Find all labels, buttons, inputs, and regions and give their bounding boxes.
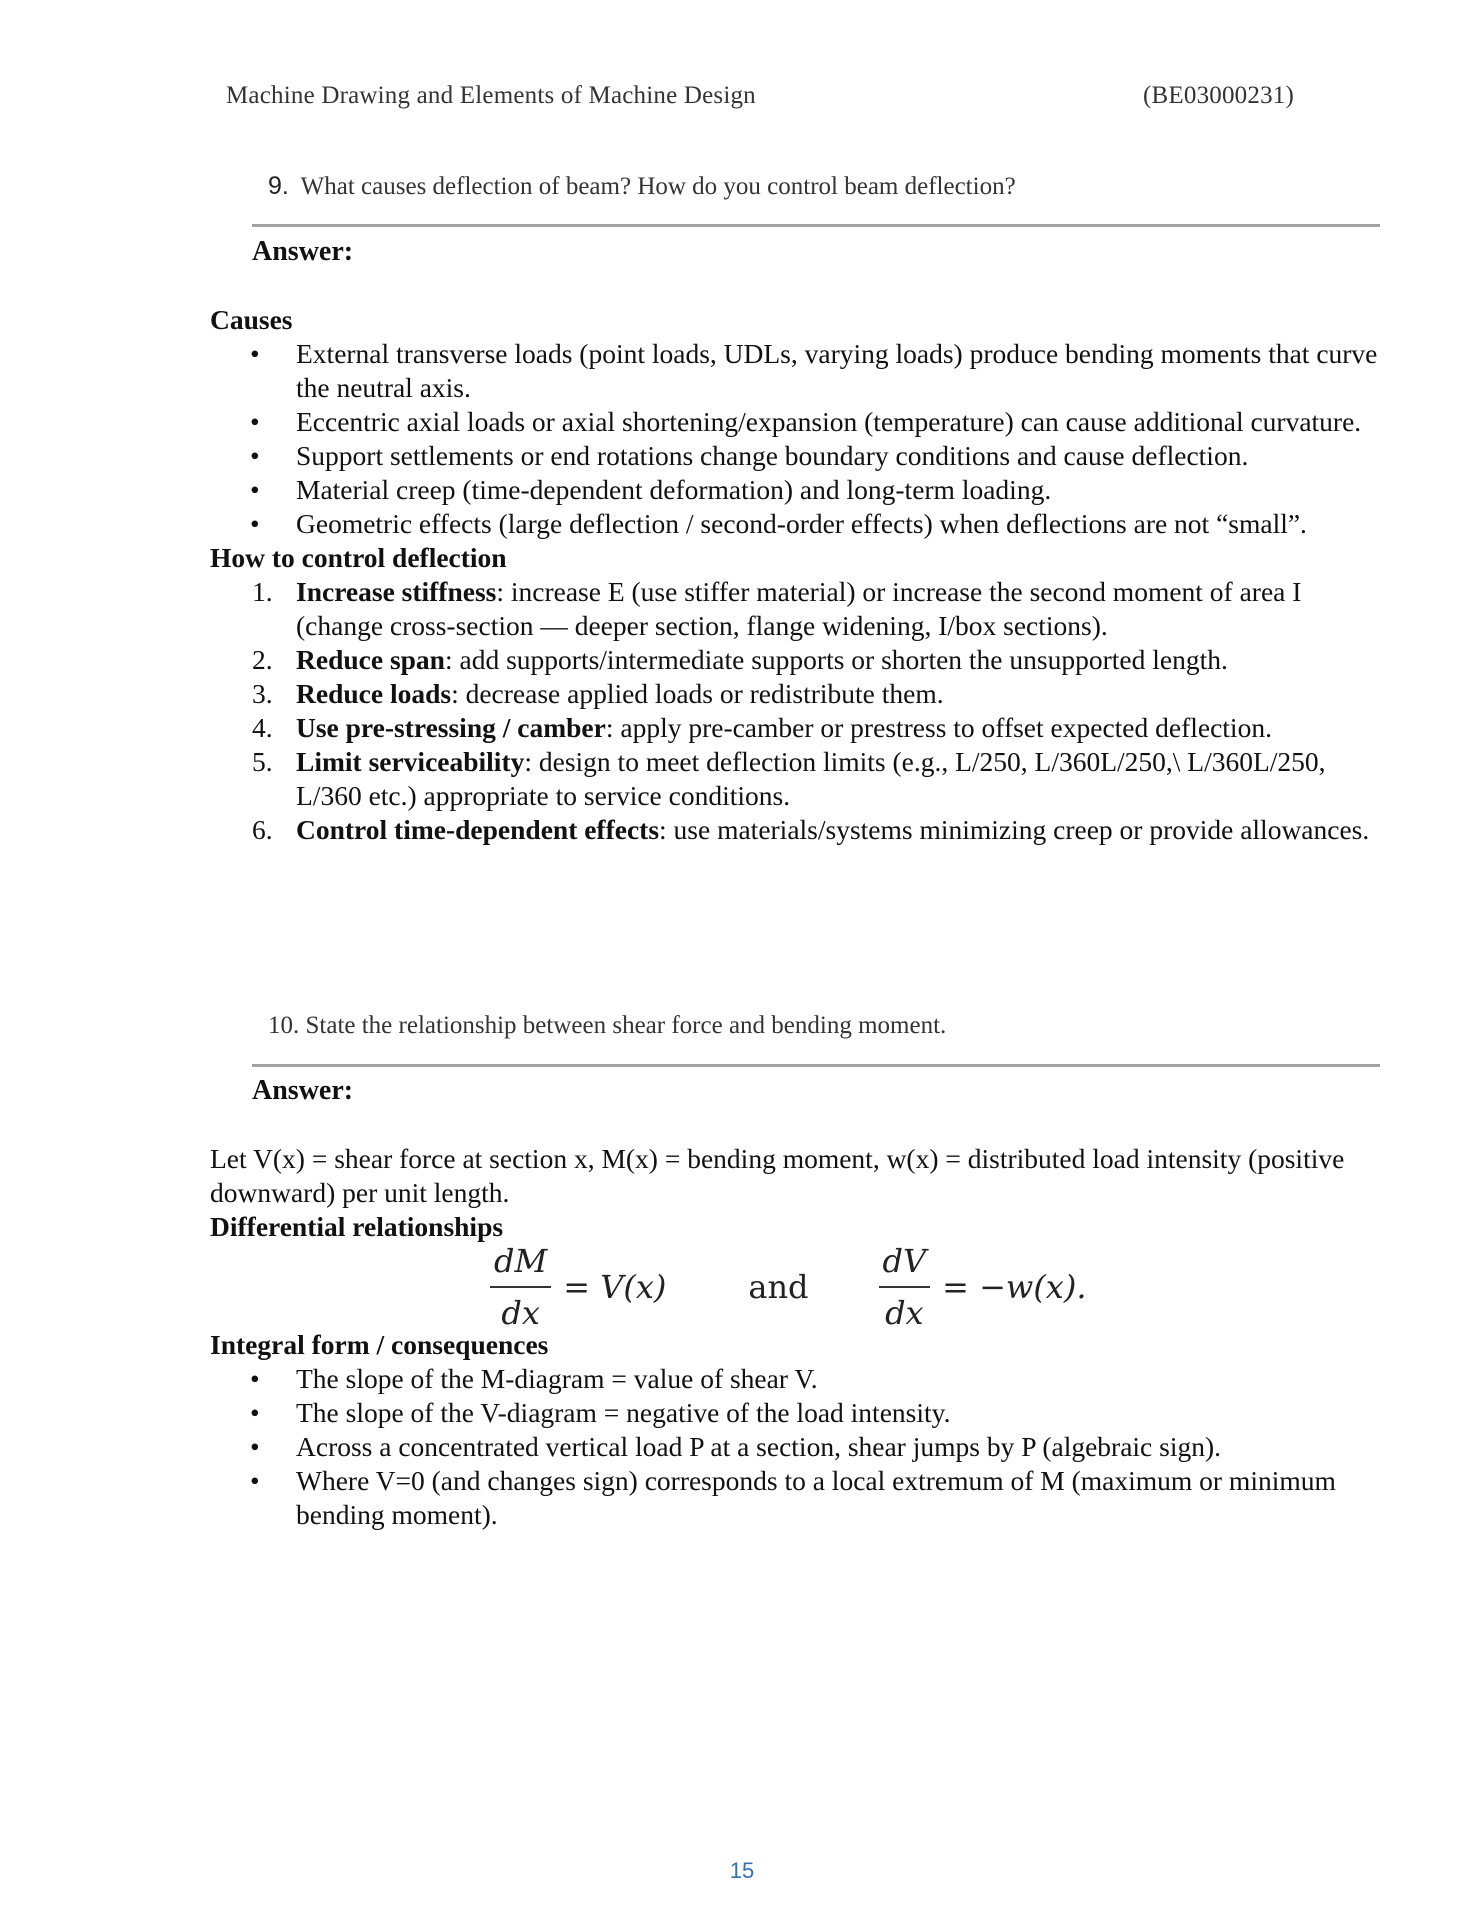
list-item: • The slope of the V-diagram = negative of the load intensity.	[250, 1397, 951, 1428]
answer-9-label: Answer:	[252, 236, 354, 267]
answer-10-intro-block	[210, 1142, 1380, 1244]
bullet-icon: •	[250, 1431, 260, 1462]
question-10-divider	[252, 1064, 1380, 1067]
dv-dx-fraction: $\frac{dV}{dx}$	[879, 1242, 931, 1332]
integral-heading: Integral form / consequences	[210, 1329, 549, 1360]
list-item: • Geometric effects (large deflection / second-order effects) when deflections are not “small”.	[250, 508, 1307, 539]
equals-load: = −w(x).	[942, 1268, 1087, 1306]
question-9	[268, 172, 1016, 201]
bullet-icon: •	[250, 1465, 260, 1496]
control-heading: How to control deflection	[210, 542, 507, 573]
answer-10-consequences-block	[210, 1328, 1380, 1532]
list-item: • Material creep (time-dependent deformation) and long-term loading.	[250, 474, 1052, 505]
equals-shear: = V(x)	[563, 1268, 667, 1306]
answer-9-body	[210, 303, 1380, 847]
causes-list	[210, 337, 1380, 541]
control-list	[210, 575, 1380, 847]
list-item: 1. Increase stiffness: increase E (use stiffer material) or increase the second moment of area I (change cross-section — deeper section, flange widening, I/box sections).	[252, 576, 1302, 641]
question-9-divider	[252, 224, 1380, 227]
list-item: 3. Reduce loads: decrease applied loads or redistribute them.	[252, 678, 944, 709]
list-item: 2. Reduce span: add supports/intermediate supports or shorten the unsupported length.	[252, 644, 1228, 675]
page-number: 15	[729, 1858, 755, 1883]
answer-10-intro: Let V(x) = shear force at section x, M(x) = bending moment, w(x) = distributed load intensity (positive downward) per unit length.	[210, 1143, 1345, 1208]
bullet-icon: •	[250, 1363, 260, 1394]
header-course-code: (BE03000231)	[1143, 82, 1294, 109]
list-item: 6. Control time-dependent effects: use materials/systems minimizing creep or provide allowances.	[252, 814, 1370, 845]
list-item: 4. Use pre-stressing / camber: apply pre-camber or prestress to offset expected deflection.	[252, 712, 1272, 743]
list-item: • Where V=0 (and changes sign) corresponds to a local extremum of M (maximum or minimum bending moment).	[250, 1465, 1336, 1530]
answer-10-label: Answer:	[252, 1075, 354, 1106]
consequences-list	[210, 1362, 1380, 1532]
question-10	[268, 1012, 946, 1040]
dm-dx-fraction: $\frac{dM}{dx}$	[490, 1242, 551, 1332]
question-9-number: 9.	[268, 172, 289, 200]
bullet-icon: •	[250, 508, 260, 539]
bullet-icon: •	[250, 474, 260, 505]
question-9-text: What causes deflection of beam? How do you control beam deflection?	[300, 173, 1016, 200]
running-header	[226, 82, 1294, 110]
differential-formula	[490, 1242, 1099, 1332]
list-item: • Support settlements or end rotations change boundary conditions and cause deflection.	[250, 440, 1249, 471]
list-item: • The slope of the M-diagram = value of shear V.	[250, 1363, 818, 1394]
question-10-number: 10.	[268, 1012, 300, 1039]
bullet-icon: •	[250, 440, 260, 471]
list-item: • Eccentric axial loads or axial shortening/expansion (temperature) can cause additional curvature.	[250, 406, 1362, 437]
bullet-icon: •	[250, 1397, 260, 1428]
list-item: 5. Limit serviceability: design to meet deflection limits (e.g., L/250, L/360L/250,\ L/360L/250, L/360 etc.) appropriate to service conditions.	[252, 746, 1326, 811]
list-item: • External transverse loads (point loads, UDLs, varying loads) produce bending moments that curve the neutral axis.	[250, 338, 1378, 403]
bullet-icon: •	[250, 406, 260, 437]
list-item: • Across a concentrated vertical load P at a section, shear jumps by P (algebraic sign).	[250, 1431, 1222, 1462]
bullet-icon: •	[250, 338, 260, 369]
differential-heading: Differential relationships	[210, 1211, 504, 1242]
formula-connector: and	[748, 1268, 809, 1306]
causes-heading: Causes	[210, 304, 293, 335]
question-10-text: State the relationship between shear force and bending moment.	[305, 1012, 947, 1039]
header-title: Machine Drawing and Elements of Machine Design	[226, 82, 756, 109]
